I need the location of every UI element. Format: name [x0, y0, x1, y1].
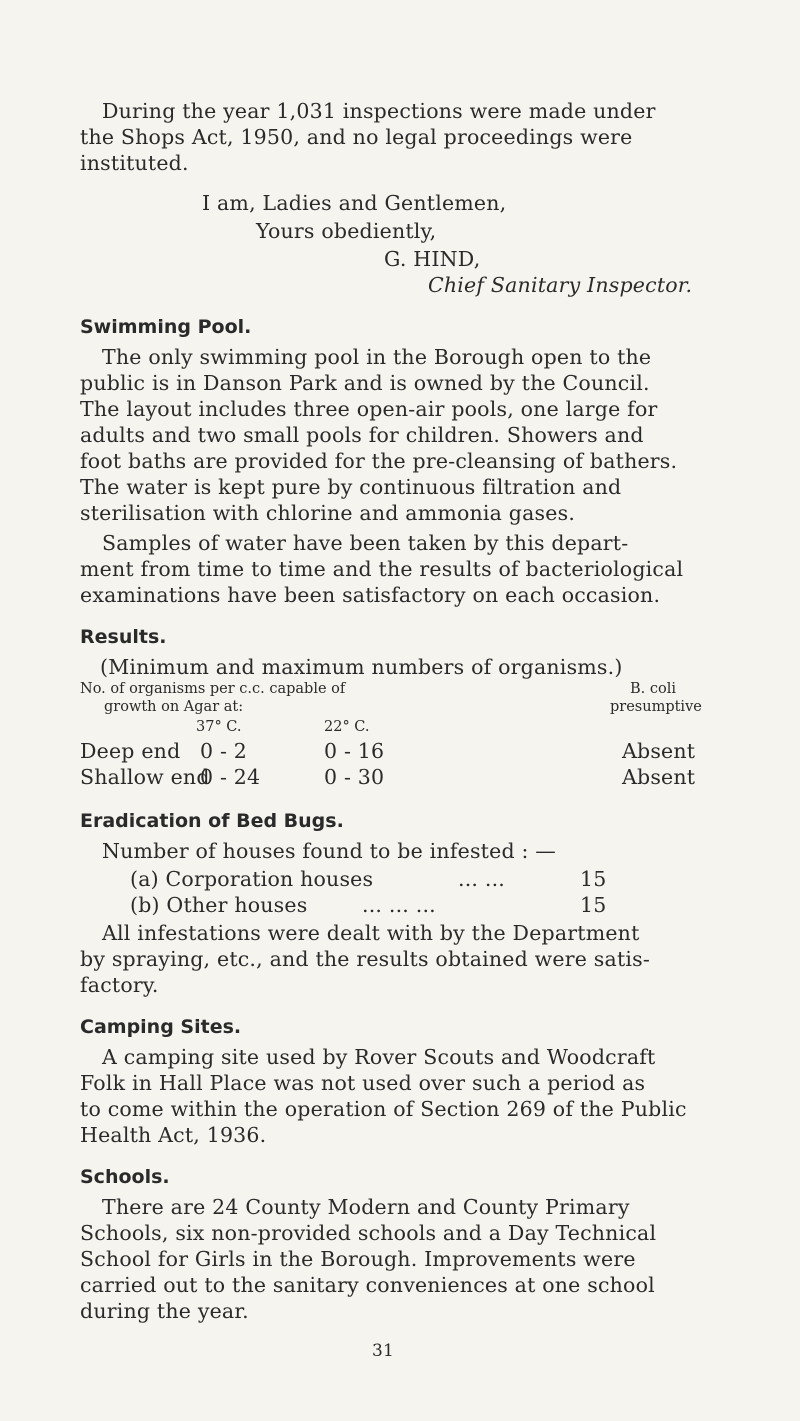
swimming-line-5: foot baths are provided for the pre-cleansing of bathers.	[80, 449, 678, 473]
signoff-name: G. HIND,	[384, 247, 481, 271]
bedbugs-item-leader: ... ...	[458, 867, 506, 891]
samples-line-2: ment from time to time and the results of bacteriological	[80, 557, 684, 581]
bedbugs-item-value: 15	[580, 893, 607, 917]
signoff-title: Chief Sanitary Inspector.	[428, 273, 693, 297]
bedbugs-heading: Eradication of Bed Bugs.	[80, 810, 344, 832]
results-row-t37: 0 - 24	[200, 765, 261, 789]
camping-line-2: Folk in Hall Place was not used over such a period as	[80, 1071, 646, 1095]
bedbugs-intro: Number of houses found to be infested : —	[102, 839, 557, 863]
swimming-line-4: adults and two small pools for children. Showers and	[80, 423, 644, 447]
results-heading: Results.	[80, 626, 167, 648]
results-row-label: Shallow end	[80, 765, 210, 789]
swimming-line-6: The water is kept pure by continuous filtration and	[80, 475, 622, 499]
results-row-bcoli: Absent	[622, 739, 696, 763]
bedbugs-item-label: (b) Other houses	[130, 893, 308, 917]
schools-line-5: during the year.	[80, 1299, 249, 1323]
camping-line-3: to come within the operation of Section 269 of the Public	[80, 1097, 687, 1121]
bedbugs-line-3: factory.	[80, 973, 159, 997]
results-row-t22: 0 - 30	[324, 765, 385, 789]
results-row-bcoli: Absent	[622, 765, 696, 789]
results-col2-header-1: B. coli	[630, 681, 676, 697]
schools-heading: Schools.	[80, 1166, 170, 1188]
schools-line-1: There are 24 County Modern and County Primary	[102, 1195, 630, 1219]
results-row-t22: 0 - 16	[324, 739, 385, 763]
bedbugs-line-2: by spraying, etc., and the results obtained were satis-	[80, 947, 650, 971]
camping-heading: Camping Sites.	[80, 1016, 242, 1038]
results-col1-header-1: No. of organisms per c.c. capable of	[80, 681, 346, 697]
schools-line-4: carried out to the sanitary conveniences at one school	[80, 1273, 655, 1297]
swimming-line-2: public is in Danson Park and is owned by the Council.	[80, 371, 650, 395]
intro-line-2: the Shops Act, 1950, and no legal proceedings were	[80, 125, 633, 149]
camping-line-4: Health Act, 1936.	[80, 1123, 267, 1147]
swimming-line-1: The only swimming pool in the Borough open to the	[102, 345, 652, 369]
schools-line-3: School for Girls in the Borough. Improvements were	[80, 1247, 636, 1271]
samples-line-3: examinations have been satisfactory on each occasion.	[80, 583, 661, 607]
signoff-salutation: I am, Ladies and Gentlemen,	[202, 191, 507, 215]
samples-line-1: Samples of water have been taken by this depart-	[102, 531, 629, 555]
intro-line-3: instituted.	[80, 151, 189, 175]
bedbugs-item-leader: ... ... ...	[362, 893, 436, 917]
intro-line-1: During the year 1,031 inspections were made under	[102, 99, 656, 123]
page-number: 31	[372, 1341, 395, 1361]
results-row-t37: 0 - 2	[200, 739, 248, 763]
signoff-closing: Yours obediently,	[256, 219, 437, 243]
results-row-label: Deep end	[80, 739, 181, 763]
results-col1-header-2: growth on Agar at:	[104, 699, 244, 715]
bedbugs-item-label: (a) Corporation houses	[130, 867, 374, 891]
swimming-line-7: sterilisation with chlorine and ammonia gases.	[80, 501, 576, 525]
results-temp-22: 22° C.	[324, 719, 370, 735]
swimming-heading: Swimming Pool.	[80, 316, 252, 338]
results-caption: (Minimum and maximum numbers of organisms.)	[100, 655, 623, 679]
swimming-line-3: The layout includes three open-air pools, one large for	[80, 397, 658, 421]
schools-line-2: Schools, six non-provided schools and a Day Technical	[80, 1221, 657, 1245]
bedbugs-line-1: All infestations were dealt with by the Department	[102, 921, 640, 945]
results-temp-37: 37° C.	[196, 719, 242, 735]
results-col2-header-2: presumptive	[610, 699, 702, 715]
bedbugs-item-value: 15	[580, 867, 607, 891]
camping-line-1: A camping site used by Rover Scouts and Woodcraft	[102, 1045, 656, 1069]
